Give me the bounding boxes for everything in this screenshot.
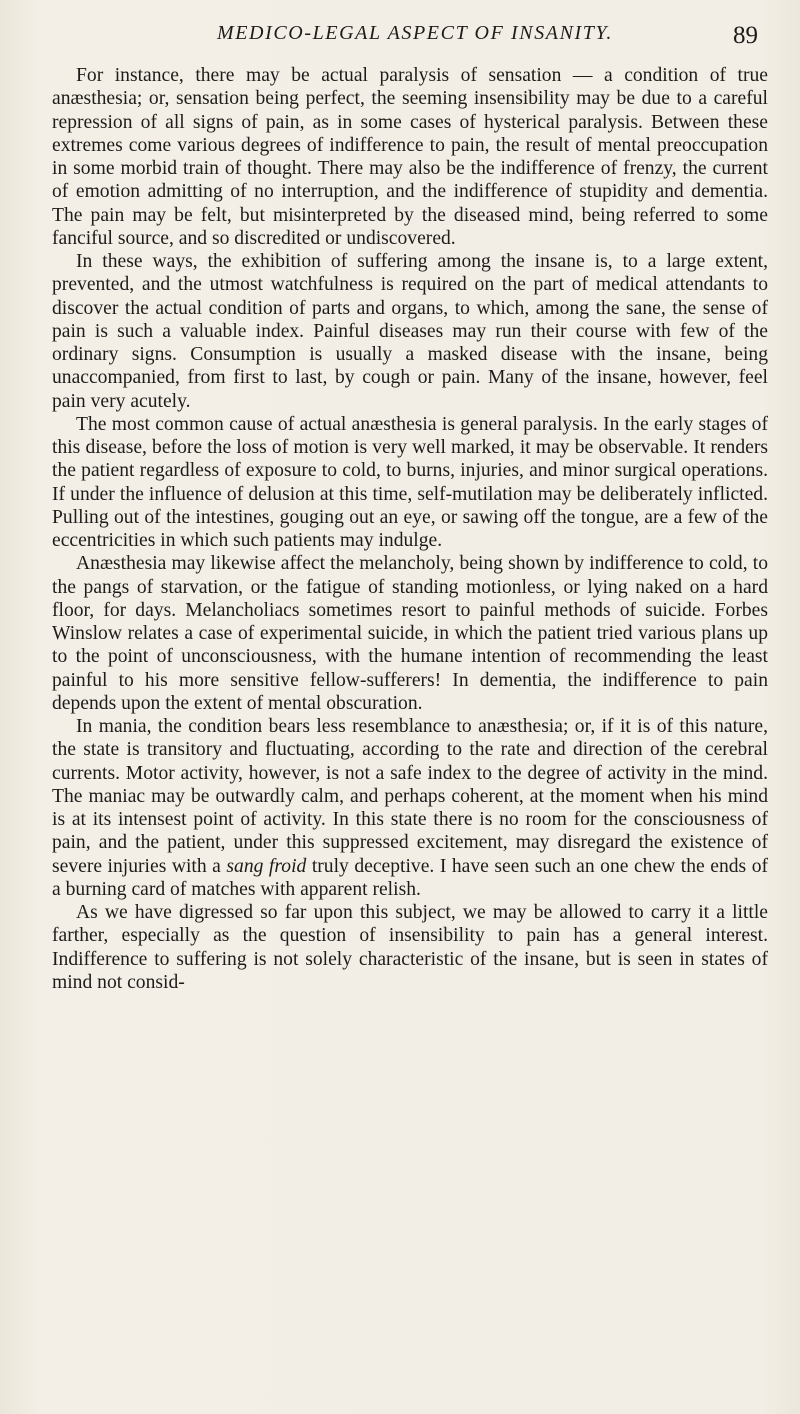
body-text — [52, 64, 768, 994]
page-number: 89 — [733, 22, 758, 49]
italic-phrase: sang froid — [226, 855, 307, 877]
paragraph — [52, 715, 768, 901]
paragraph-text: In mania, the condition bears less resemblance to anæsthesia; or, if it is of this nature, the state is transitory and fluctuating, according to the rate and direction of the cerebral currents. Motor activity, however, is not a safe index to the degree of activity in the mind. The maniac may be outwardly calm, and perhaps coherent, at the moment when his mind is at its intensest point of activity. In this state there is no room for the consciousness of pain, and the patient, under this suppressed excitement, may disregard the existence of severe injuries with a — [52, 716, 768, 877]
paragraph: As we have digressed so far upon this subject, we may be allowed to carry it a little farther, especially as the question of insensibility to pain has a general interest. Indifference to suffering is not solely characteristic of the insane, but is seen in states of mind not consid- — [52, 902, 768, 993]
paragraph-text: truly deceptive. I have seen such an one chew the ends of a burning card of matches with apparent relish. — [52, 855, 769, 900]
running-title: MEDICO-LEGAL ASPECT OF INSANITY. — [216, 22, 614, 44]
paragraph: Anæsthesia may likewise affect the melancholy, being shown by indifference to cold, to the pangs of starvation, or the fatigue of standing motionless, or lying naked on a hard floor, for days. Melancholiacs sometimes resort to painful methods of suicide. Forbes Winslow relates a case of experimental suicide, in which the patient tried various plans up to the point of unconsciousness, with the humane intention of recommending the least painful to his more sensitive fellow-sufferers! In dementia, the indifference to pain depends upon the extent of mental obscuration. — [52, 553, 768, 714]
paragraph: In these ways, the exhibition of suffering among the insane is, to a large extent, prevented, and the utmost watchfulness is required on the part of medical attendants to discover the actual condition of parts and organs, to which, among the sane, the sense of pain is such a valuable index. Painful diseases may run their course with few of the ordinary signs. Consumption is usually a masked disease with the insane, being unaccompanied, from first to last, by cough or pain. Many of the insane, however, feel pain very acutely. — [52, 251, 768, 412]
paragraph: The most common cause of actual anæsthesia is general paralysis. In the early stages of this disease, before the loss of motion is very well marked, it may be observable. It renders the patient regardless of exposure to cold, to burns, injuries, and minor surgical operations. If under the influence of delusion at this time, self-mutilation may be deliberately inflicted. Pulling out of the intestines, gouging out an eye, or sawing off the tongue, are a few of the eccentricities in which such patients may indulge. — [52, 413, 768, 551]
paragraph: For instance, there may be actual paralysis of sensation — a condition of true anæsthesia; or, sensation being perfect, the seeming insensibility may be due to a careful repression of all signs of pain, as in some cases of hysterical paralysis. Between these extremes come various degrees of indifference to pain, the result of mental preoccupation in some morbid train of thought. There may also be the indifference of frenzy, the current of emotion admitting of no interruption, and the indifference of stupidity and dementia. The pain may be felt, but misinterpreted by the diseased mind, being referred to some fanciful source, and so discredited or undiscovered. — [52, 65, 768, 249]
running-head — [52, 0, 768, 52]
